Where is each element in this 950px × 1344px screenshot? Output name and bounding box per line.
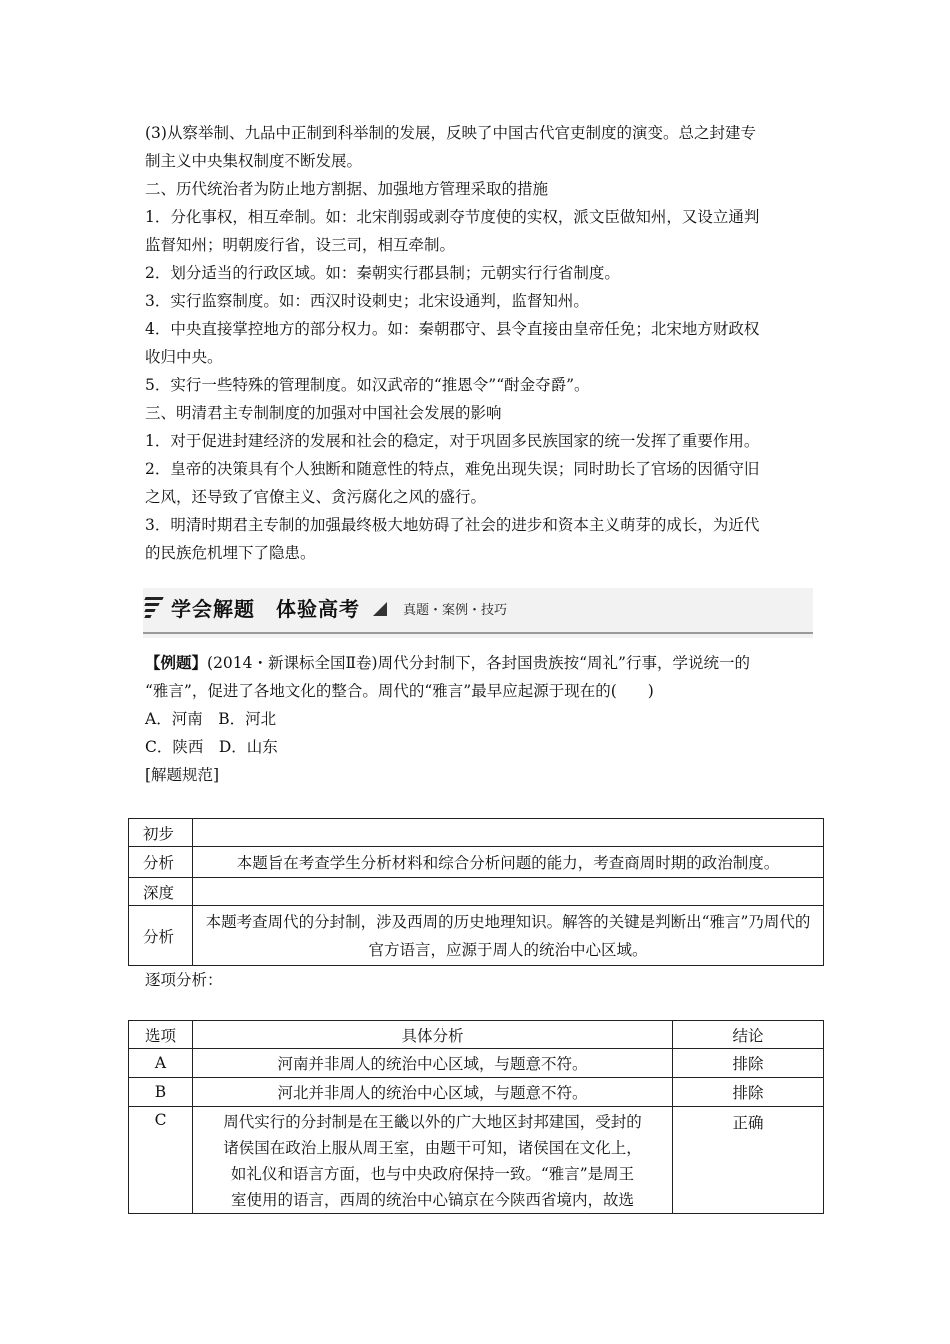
paragraph-line: 收归中央。 — [145, 348, 223, 366]
banner-subtitle: 真题・案例・技巧 — [403, 603, 508, 618]
header-cell: 选项 — [129, 1021, 193, 1049]
analysis-line: 如礼仪和语言方面，也与中央政府保持一致。“雅言”是周王 — [230, 1165, 635, 1183]
example-text: (2014・新课标全国Ⅱ卷)周代分封制下，各封国贵族按“周礼”行事，学说统一的 — [207, 654, 750, 672]
paragraph-line: 3．明清时期君主专制的加强最终极大地妨碍了社会的进步和资本主义萌芽的成长，为近代 — [145, 516, 760, 534]
row-label: 初步 — [129, 819, 193, 847]
banner-rule — [143, 632, 813, 634]
paragraph-line: 的民族危机埋下了隐患。 — [145, 544, 316, 562]
analysis-cell: 河北并非周人的统治中心区域，与题意不符。 — [193, 1078, 673, 1107]
paragraph-line: (3)从察举制、九品中正制到科举制的发展，反映了中国古代官吏制度的演变。总之封建专 — [145, 124, 756, 142]
paragraph-line: 制主义中央集权制度不断发展。 — [145, 152, 363, 170]
table-header-row — [129, 1021, 824, 1049]
item-analysis-label: 逐项分析： — [145, 971, 223, 989]
option-cell: B — [129, 1078, 193, 1107]
paragraph-line: 之风，还导致了官僚主义、贪污腐化之风的盛行。 — [145, 488, 487, 506]
table-row — [129, 819, 824, 847]
table-row — [129, 1049, 824, 1078]
example-options: C．陕西 D．山东 — [145, 738, 278, 756]
row-text — [193, 878, 824, 906]
table-row — [129, 1078, 824, 1107]
analysis-line: 诸侯国在政治上服从周王室，由题干可知，诸侯国在文化上， — [223, 1139, 642, 1157]
option-cell: A — [129, 1049, 193, 1078]
analysis-cell — [193, 1107, 673, 1214]
row-text: 本题考查周代的分封制，涉及西周的历史地理知识。解答的关键是判断出“雅言”乃周代的官方语言，应源于周人的统治中心区域。 — [193, 906, 824, 966]
example-tag: 【例题】 — [145, 653, 208, 672]
table-row — [129, 878, 824, 906]
row-text: 本题旨在考查学生分析材料和综合分析问题的能力，考查商周时期的政治制度。 — [193, 847, 824, 878]
section-heading: 三、明清君主专制制度的加强对中国社会发展的影响 — [145, 404, 502, 422]
header-cell: 具体分析 — [193, 1021, 673, 1049]
table-row — [129, 847, 824, 878]
options-table — [128, 1020, 824, 1214]
paragraph-line: 3．实行监察制度。如：西汉时设刺史；北宋设通判，监督知州。 — [145, 292, 589, 310]
row-text — [193, 819, 824, 847]
triangle-icon — [373, 602, 387, 616]
stripes-icon — [145, 597, 163, 619]
section-banner — [143, 588, 813, 638]
paragraph-line: 监督知州；明朝废行省，设三司，相互牵制。 — [145, 236, 456, 254]
table-row — [129, 1107, 824, 1214]
paragraph-line: 2．划分适当的行政区域。如：秦朝实行郡县制；元朝实行行省制度。 — [145, 264, 620, 282]
conclusion-cell: 正确 — [673, 1107, 824, 1214]
paragraph-line: 2．皇帝的决策具有个人独断和随意性的特点，难免出现失误；同时助长了官场的因循守旧 — [145, 460, 760, 478]
banner-title: 学会解题 体验高考 — [171, 597, 360, 621]
row-label: 分析 — [129, 847, 193, 878]
analysis-cell: 河南并非周人的统治中心区域，与题意不符。 — [193, 1049, 673, 1078]
example-question-line: “雅言”，促进了各地文化的整合。周代的“雅言”最早应起源于现在的( ) — [145, 682, 654, 700]
paragraph-line: 4．中央直接掌控地方的部分权力。如：秦朝郡守、县令直接由皇帝任免；北宋地方财政权 — [145, 320, 760, 338]
row-label: 深度 — [129, 878, 193, 906]
paragraph-line: 5．实行一些特殊的管理制度。如汉武帝的“推恩令”“酎金夺爵”。 — [145, 376, 590, 394]
solution-norm-label: [解题规范] — [145, 766, 220, 784]
conclusion-cell: 排除 — [673, 1078, 824, 1107]
analysis-table — [128, 818, 824, 966]
paragraph-line: 1．分化事权，相互牵制。如：北宋削弱或剥夺节度使的实权，派文臣做知州，又设立通判 — [145, 208, 760, 226]
table-row — [129, 906, 824, 966]
analysis-line: 周代实行的分封制是在王畿以外的广大地区封邦建国，受封的 — [223, 1113, 642, 1131]
example-options: A．河南 B．河北 — [145, 710, 277, 728]
option-cell: C — [129, 1107, 193, 1214]
conclusion-cell: 排除 — [673, 1049, 824, 1078]
example-question-line — [145, 653, 750, 673]
row-label: 分析 — [129, 906, 193, 966]
paragraph-line: 1．对于促进封建经济的发展和社会的稳定，对于巩固多民族国家的统一发挥了重要作用。 — [145, 432, 760, 450]
section-heading: 二、历代统治者为防止地方割据、加强地方管理采取的措施 — [145, 180, 549, 198]
header-cell: 结论 — [673, 1021, 824, 1049]
analysis-line: 室使用的语言，西周的统治中心镐京在今陕西省境内，故选 — [230, 1191, 634, 1209]
